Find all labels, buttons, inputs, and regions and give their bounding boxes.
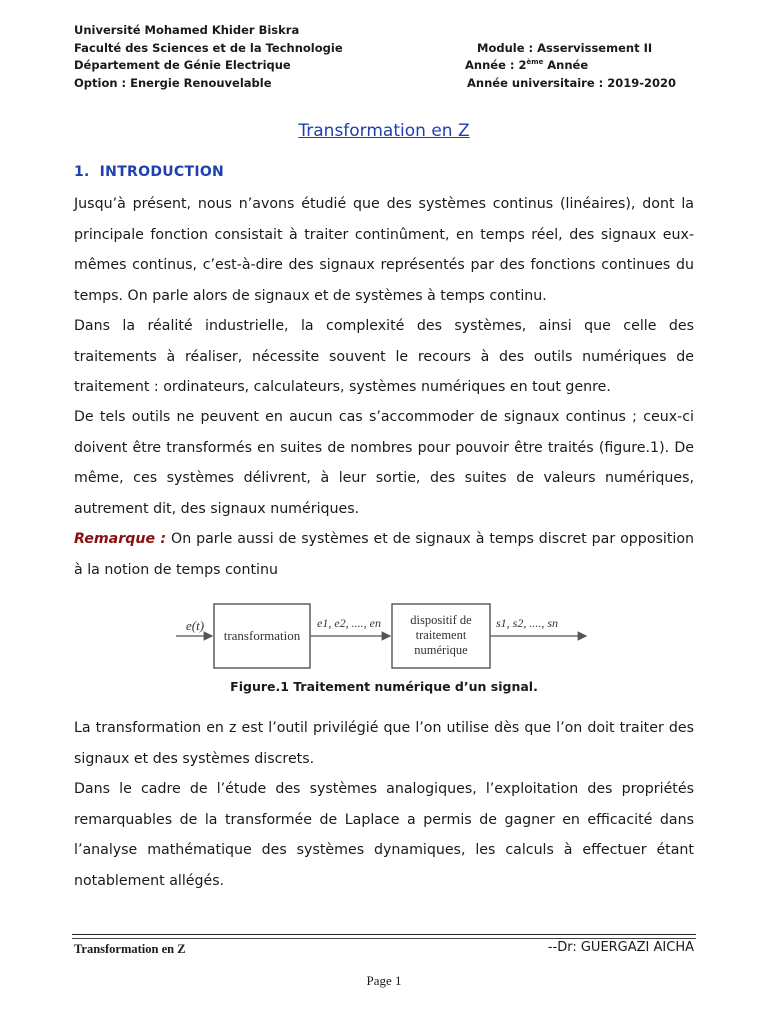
remark-text: On parle aussi de systèmes et de signaux à temps discret par opposition à la notion de temps continu xyxy=(74,531,695,578)
header-row-4 xyxy=(74,75,694,93)
option-name: Option : Energie Renouvelable xyxy=(74,75,272,90)
page-title-text: Transformation en Z xyxy=(298,121,470,141)
figure-caption: Figure.1 Traitement numérique d’un signal. xyxy=(230,679,538,694)
study-year-sup: ème xyxy=(526,58,544,67)
transformation-label: transformation xyxy=(223,628,301,643)
document-header xyxy=(74,22,694,92)
footer-course-title: Transformation en Z xyxy=(74,942,186,956)
output-sequence-label: s1, s2, ...., sn xyxy=(496,616,559,630)
block-diagram xyxy=(176,600,596,672)
section-number: 1. xyxy=(74,164,90,180)
section-title: INTRODUCTION xyxy=(99,164,225,180)
page-number: Page 1 xyxy=(366,973,402,988)
header-row-2 xyxy=(74,40,694,58)
study-year-suffix: Année xyxy=(543,58,589,72)
processing-label-line-3: numérique xyxy=(414,643,468,657)
input-signal-label: e(t) xyxy=(186,618,205,633)
processing-label-line-1: dispositif de xyxy=(410,613,472,627)
footer-rule-top xyxy=(72,934,696,935)
study-year-prefix: Année : 2 xyxy=(465,58,527,72)
paragraph-2: Dans la réalité industrielle, la complexité des systèmes, ainsi que celle des traitements à réaliser, nécessite souvent le recours à des outils numériques de traitement : ordinateurs, calculateurs, systèmes numériques en tout genre. xyxy=(74,318,694,395)
department-name: Département de Génie Electrique xyxy=(74,58,291,72)
paragraph-5: Dans le cadre de l’étude des systèmes analogiques, l’exploitation des propriétés remarquables de la transformée de Laplace a permis de gagner en efficacité dans l’analyse mathématique des systèmes dynamiques, les calculs à effectuer étant notablement allégés. xyxy=(74,781,694,889)
paragraph-1: Jusqu’à présent, nous n’avons étudié que des systèmes continus (linéaires), dont la principale fonction consistait à traiter continûment, en temps réel, des signaux eux-mêmes continus, c’est-à-dire des signaux représentés par des fonctions continues du temps. On parle alors de signaux et de systèmes à temps continu. xyxy=(74,196,694,304)
faculty-name: Faculté des Sciences et de la Technologie xyxy=(74,40,343,55)
remark-paragraph xyxy=(74,524,694,585)
processing-label-line-2: traitement xyxy=(415,628,467,642)
academic-year: Année universitaire : 2019-2020 xyxy=(467,75,677,90)
page-title xyxy=(0,121,768,141)
footer-rule-bottom xyxy=(72,938,696,939)
header-row-3 xyxy=(74,57,694,75)
paragraph-4: La transformation en z est l’outil privilégié que l’on utilise dès que l’on doit traiter des signaux et des systèmes discrets. xyxy=(74,720,694,767)
study-year xyxy=(465,57,588,75)
sample-sequence-label: e1, e2, ...., en xyxy=(317,616,381,630)
remark-label: Remarque : xyxy=(74,531,167,547)
header-row-1 xyxy=(74,22,694,40)
footer-author: --Dr: GUERGAZI AICHA xyxy=(547,940,694,955)
section-heading xyxy=(74,164,224,180)
module-name: Module : Asservissement II xyxy=(477,40,653,55)
university-name: Université Mohamed Khider Biskra xyxy=(74,23,300,37)
paragraph-3: De tels outils ne peuvent en aucun cas s’accommoder de signaux continus ; ceux-ci doivent être transformés en suites de nombres pour pouvoir être traités (figure.1). De même, ces systèmes délivrent, à leur sortie, des suites de valeurs numériques, autrement dit, des signaux numériques. xyxy=(74,409,694,517)
